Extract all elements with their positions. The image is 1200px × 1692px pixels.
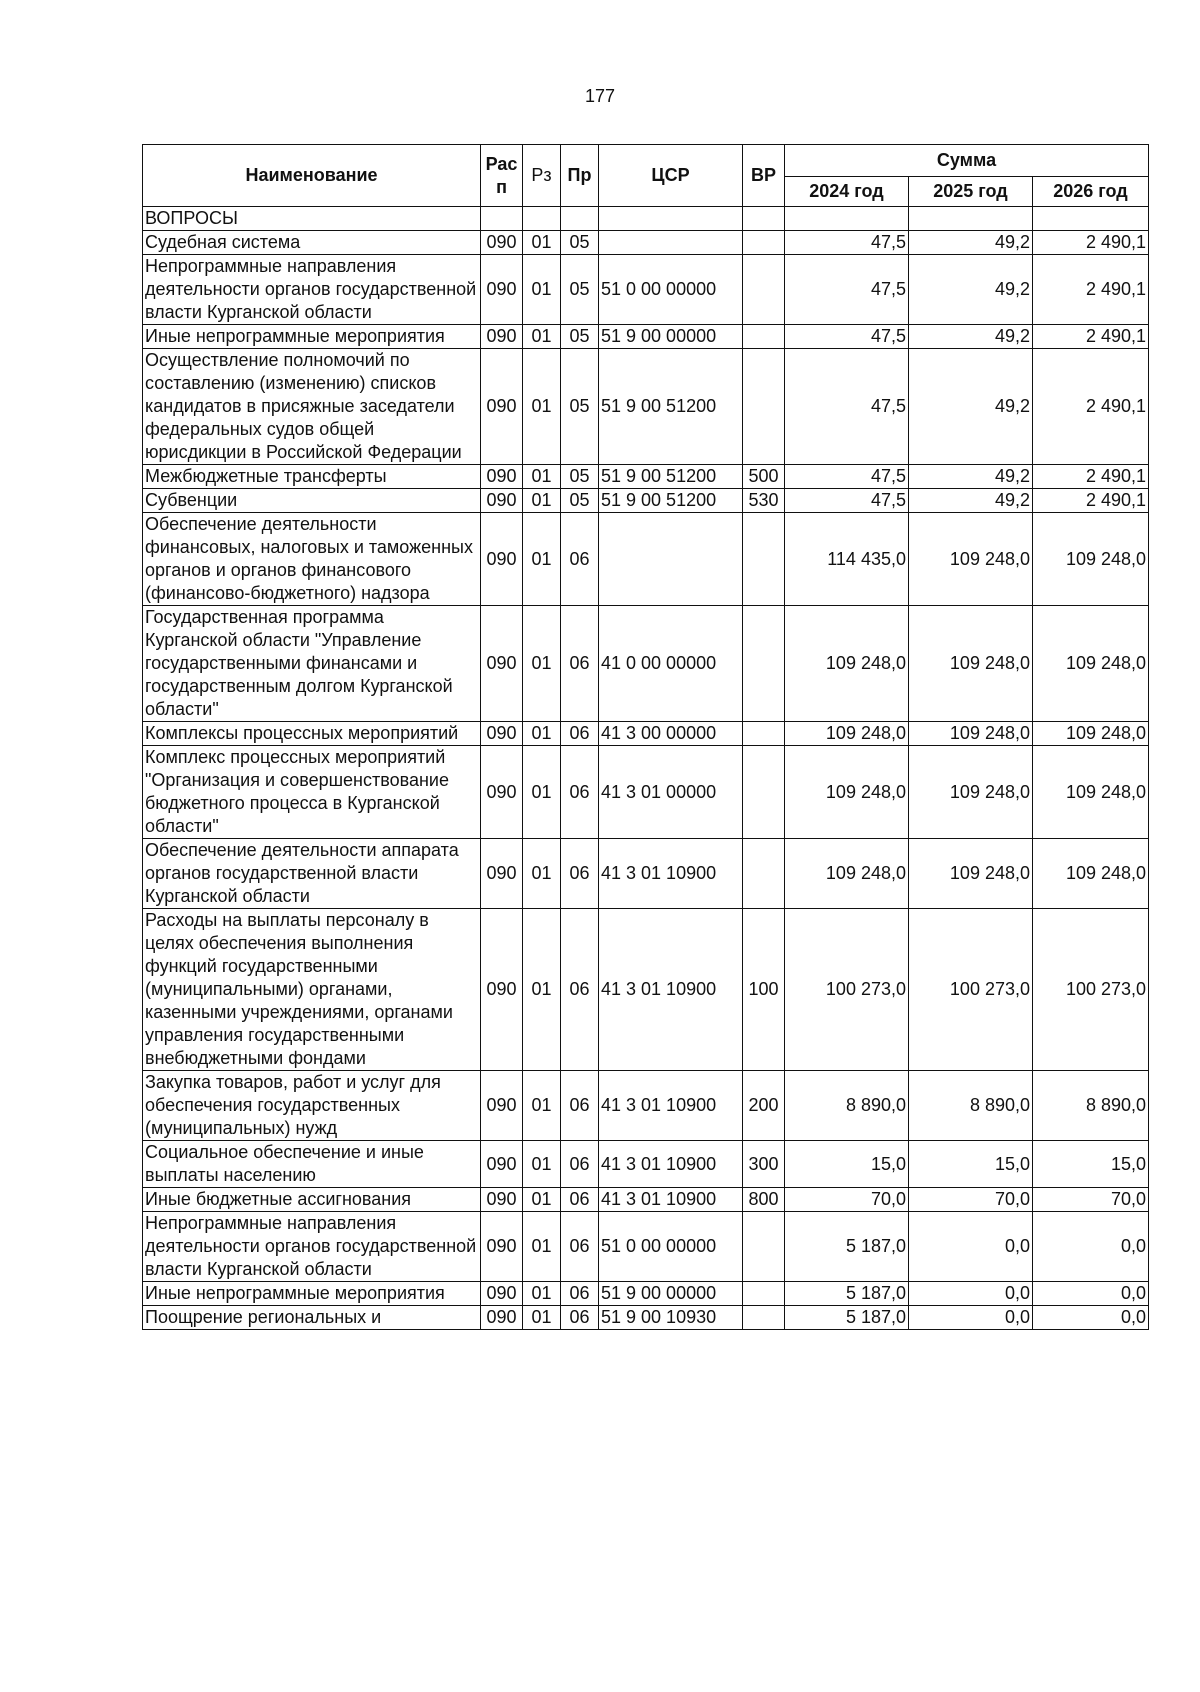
cell-rz: 01 [523,465,561,489]
cell-2024: 109 248,0 [785,722,909,746]
cell-2024: 5 187,0 [785,1282,909,1306]
cell-vr [743,231,785,255]
cell-name: Обеспечение деятельности аппарата органов государственной власти Курганской области [143,839,481,909]
cell-csr: 41 3 01 10900 [599,1188,743,1212]
cell-2026: 0,0 [1033,1212,1149,1282]
table-row [143,255,1149,325]
cell-2025: 109 248,0 [909,606,1033,722]
table-row [143,231,1149,255]
cell-vr: 500 [743,465,785,489]
cell-rasp: 090 [481,1212,523,1282]
cell-2025: 8 890,0 [909,1071,1033,1141]
header-rz: Рз [523,145,561,207]
cell-pr: 05 [561,465,599,489]
cell-name: Расходы на выплаты персоналу в целях обеспечения выполнения функций государственными (муниципальными) органами, казенными учреждениями, органами управления государственными внебюджетными фондами [143,909,481,1071]
cell-2026: 2 490,1 [1033,255,1149,325]
cell-2025: 49,2 [909,255,1033,325]
table-row [143,465,1149,489]
cell-csr: 41 3 01 00000 [599,746,743,839]
cell-2026: 2 490,1 [1033,489,1149,513]
header-year-2025: 2025 год [909,177,1033,207]
header-name: Наименование [143,145,481,207]
table-row [143,1282,1149,1306]
table-row [143,746,1149,839]
cell-name: Государственная программа Курганской области "Управление государственными финансами и государственным долгом Курганской области" [143,606,481,722]
cell-pr: 06 [561,1071,599,1141]
cell-2024: 47,5 [785,325,909,349]
header-pr: Пр [561,145,599,207]
header-year-2026: 2026 год [1033,177,1149,207]
cell-vr [743,746,785,839]
cell-pr: 06 [561,1212,599,1282]
cell-vr [743,606,785,722]
cell-2024: 109 248,0 [785,606,909,722]
table-row [143,606,1149,722]
cell-name: Поощрение региональных и [143,1306,481,1330]
table-header [143,145,1149,207]
cell-pr: 06 [561,606,599,722]
cell-2024: 70,0 [785,1188,909,1212]
table-row [143,207,1149,231]
cell-2026: 0,0 [1033,1306,1149,1330]
cell-rz: 01 [523,1188,561,1212]
cell-rasp: 090 [481,746,523,839]
cell-name: Обеспечение деятельности финансовых, налоговых и таможенных органов и органов финансового (финансово-бюджетного) надзора [143,513,481,606]
cell-2026: 2 490,1 [1033,325,1149,349]
cell-2024 [785,207,909,231]
cell-2026 [1033,207,1149,231]
cell-rasp: 090 [481,1188,523,1212]
cell-csr [599,513,743,606]
cell-vr [743,325,785,349]
cell-2024: 47,5 [785,465,909,489]
cell-rasp: 090 [481,1306,523,1330]
cell-pr: 06 [561,722,599,746]
cell-2024: 109 248,0 [785,839,909,909]
cell-csr: 41 3 00 00000 [599,722,743,746]
cell-rz: 01 [523,513,561,606]
cell-vr [743,722,785,746]
cell-pr: 05 [561,489,599,513]
cell-rasp: 090 [481,489,523,513]
cell-2026: 100 273,0 [1033,909,1149,1071]
cell-pr: 06 [561,1188,599,1212]
cell-rasp: 090 [481,1282,523,1306]
cell-pr: 05 [561,349,599,465]
table-row [143,325,1149,349]
cell-vr: 200 [743,1071,785,1141]
cell-vr: 800 [743,1188,785,1212]
cell-2026: 8 890,0 [1033,1071,1149,1141]
page-number: 177 [584,86,616,106]
cell-rz: 01 [523,1282,561,1306]
cell-2025: 109 248,0 [909,722,1033,746]
cell-2026: 2 490,1 [1033,465,1149,489]
cell-pr: 05 [561,325,599,349]
cell-2025: 0,0 [909,1212,1033,1282]
cell-2024: 109 248,0 [785,746,909,839]
header-year-2024: 2024 год [785,177,909,207]
cell-csr [599,231,743,255]
cell-pr: 05 [561,255,599,325]
cell-name: Субвенции [143,489,481,513]
cell-rasp [481,207,523,231]
cell-name: Судебная система [143,231,481,255]
cell-2026: 109 248,0 [1033,722,1149,746]
table-row [143,1071,1149,1141]
cell-vr [743,349,785,465]
cell-rz: 01 [523,255,561,325]
cell-2024: 100 273,0 [785,909,909,1071]
cell-2025: 109 248,0 [909,746,1033,839]
cell-vr [743,207,785,231]
cell-rz: 01 [523,909,561,1071]
cell-rz: 01 [523,722,561,746]
cell-rz: 01 [523,489,561,513]
table-row [143,1141,1149,1188]
cell-name: ВОПРОСЫ [143,207,481,231]
cell-2025: 15,0 [909,1141,1033,1188]
cell-rasp: 090 [481,1071,523,1141]
cell-csr: 41 3 01 10900 [599,909,743,1071]
cell-rz: 01 [523,746,561,839]
cell-rasp: 090 [481,255,523,325]
cell-pr: 06 [561,513,599,606]
cell-rz: 01 [523,325,561,349]
cell-csr: 51 9 00 00000 [599,1282,743,1306]
table-row [143,1306,1149,1330]
cell-pr: 06 [561,1306,599,1330]
cell-2024: 5 187,0 [785,1212,909,1282]
table-row [143,1188,1149,1212]
cell-vr [743,513,785,606]
cell-2024: 47,5 [785,255,909,325]
cell-csr: 51 9 00 51200 [599,465,743,489]
cell-2024: 114 435,0 [785,513,909,606]
cell-name: Комплекс процессных мероприятий "Организация и совершенствование бюджетного процесса в Курганской области" [143,746,481,839]
header-summa: Сумма [785,145,1149,177]
cell-2026: 0,0 [1033,1282,1149,1306]
cell-name: Непрограммные направления деятельности органов государственной власти Курганской области [143,1212,481,1282]
table-body [143,207,1149,1330]
cell-pr: 06 [561,839,599,909]
table-row [143,1212,1149,1282]
cell-2025: 100 273,0 [909,909,1033,1071]
cell-pr: 05 [561,231,599,255]
cell-vr [743,839,785,909]
cell-csr: 51 9 00 00000 [599,325,743,349]
cell-vr [743,1306,785,1330]
cell-pr: 06 [561,1141,599,1188]
cell-vr [743,1212,785,1282]
table-row [143,839,1149,909]
cell-csr: 41 3 01 10900 [599,1141,743,1188]
cell-2025: 0,0 [909,1282,1033,1306]
cell-csr: 41 3 01 10900 [599,1071,743,1141]
cell-rz: 01 [523,1212,561,1282]
cell-rasp: 090 [481,325,523,349]
cell-2025: 109 248,0 [909,513,1033,606]
cell-2025: 70,0 [909,1188,1033,1212]
header-vr: ВР [743,145,785,207]
cell-pr: 06 [561,909,599,1071]
cell-csr: 41 0 00 00000 [599,606,743,722]
cell-2025: 49,2 [909,465,1033,489]
table-row [143,349,1149,465]
cell-2025: 49,2 [909,349,1033,465]
cell-name: Межбюджетные трансферты [143,465,481,489]
cell-rasp: 090 [481,513,523,606]
cell-csr: 51 9 00 51200 [599,489,743,513]
cell-csr [599,207,743,231]
cell-rasp: 090 [481,722,523,746]
cell-rasp: 090 [481,231,523,255]
header-rasp: Рас п [481,145,523,207]
cell-name: Осуществление полномочий по составлению (изменению) списков кандидатов в присяжные заседатели федеральных судов общей юрисдикции в Российской Федерации [143,349,481,465]
cell-name: Непрограммные направления деятельности органов государственной власти Курганской области [143,255,481,325]
cell-name: Иные непрограммные мероприятия [143,325,481,349]
cell-2026: 109 248,0 [1033,746,1149,839]
cell-csr: 41 3 01 10900 [599,839,743,909]
table-row [143,909,1149,1071]
cell-2024: 5 187,0 [785,1306,909,1330]
cell-2025: 49,2 [909,325,1033,349]
cell-2025 [909,207,1033,231]
cell-rz [523,207,561,231]
cell-rz: 01 [523,1306,561,1330]
cell-rz: 01 [523,1141,561,1188]
table-row [143,489,1149,513]
cell-2026: 2 490,1 [1033,349,1149,465]
cell-rz: 01 [523,1071,561,1141]
cell-name: Социальное обеспечение и иные выплаты населению [143,1141,481,1188]
cell-name: Иные непрограммные мероприятия [143,1282,481,1306]
cell-2024: 15,0 [785,1141,909,1188]
cell-pr: 06 [561,1282,599,1306]
table-row [143,513,1149,606]
cell-2025: 49,2 [909,489,1033,513]
cell-rz: 01 [523,606,561,722]
cell-2026: 109 248,0 [1033,839,1149,909]
cell-csr: 51 9 00 10930 [599,1306,743,1330]
cell-2026: 109 248,0 [1033,606,1149,722]
cell-rz: 01 [523,349,561,465]
cell-csr: 51 0 00 00000 [599,255,743,325]
cell-rasp: 090 [481,1141,523,1188]
cell-csr: 51 0 00 00000 [599,1212,743,1282]
cell-2024: 8 890,0 [785,1071,909,1141]
table-row [143,722,1149,746]
cell-rasp: 090 [481,909,523,1071]
cell-2026: 2 490,1 [1033,231,1149,255]
cell-name: Иные бюджетные ассигнования [143,1188,481,1212]
cell-rasp: 090 [481,349,523,465]
cell-pr [561,207,599,231]
cell-rz: 01 [523,231,561,255]
cell-rz: 01 [523,839,561,909]
header-csr: ЦСР [599,145,743,207]
cell-name: Комплексы процессных мероприятий [143,722,481,746]
cell-vr [743,255,785,325]
cell-vr: 300 [743,1141,785,1188]
cell-vr [743,1282,785,1306]
cell-name: Закупка товаров, работ и услуг для обеспечения государственных (муниципальных) нужд [143,1071,481,1141]
cell-csr: 51 9 00 51200 [599,349,743,465]
cell-vr: 100 [743,909,785,1071]
cell-rasp: 090 [481,465,523,489]
cell-2025: 49,2 [909,231,1033,255]
cell-rasp: 090 [481,606,523,722]
cell-rasp: 090 [481,839,523,909]
cell-pr: 06 [561,746,599,839]
cell-2024: 47,5 [785,231,909,255]
cell-vr: 530 [743,489,785,513]
cell-2025: 0,0 [909,1306,1033,1330]
cell-2024: 47,5 [785,489,909,513]
cell-2026: 109 248,0 [1033,513,1149,606]
cell-2025: 109 248,0 [909,839,1033,909]
cell-2026: 15,0 [1033,1141,1149,1188]
budget-table [142,144,1149,1330]
cell-2026: 70,0 [1033,1188,1149,1212]
cell-2024: 47,5 [785,349,909,465]
